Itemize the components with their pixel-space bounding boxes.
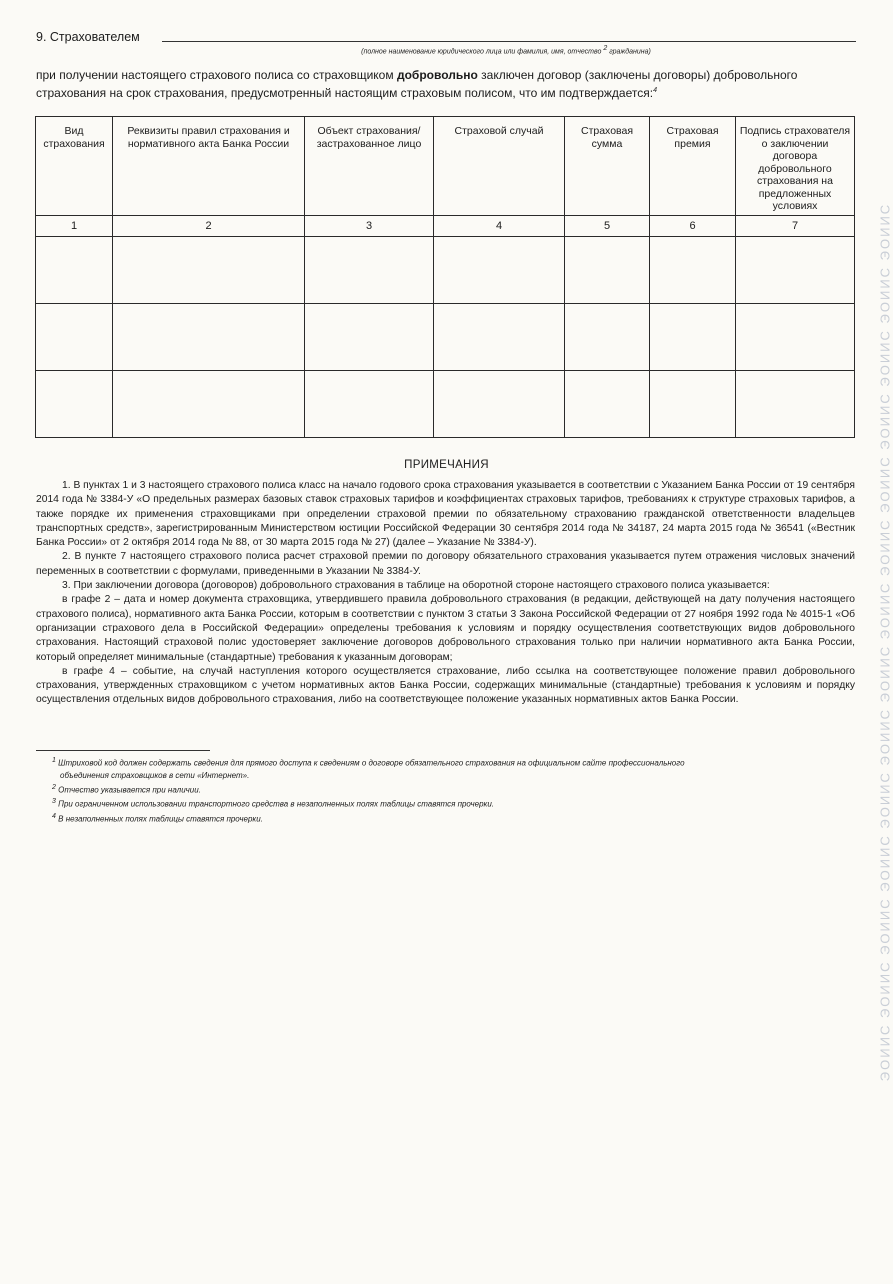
note-paragraph: 3. При заключении договора (договоров) добровольного страхования в таблице на оборотной стороне настоящего страхового полиса указывается: (62, 580, 770, 592)
footnote-2: $^2$ Отчество указывается при наличии. (52, 783, 201, 795)
notes-body (36, 479, 855, 708)
header-sum-insured: Страховая сумма (565, 117, 650, 216)
table-cell[interactable] (305, 304, 434, 371)
watermark-text: ЭОИИС ЭОИИС ЭОИИС ЭОИИС ЭОИИС ЭОИИС ЭОИИС ЭОИИС ЭОИИС ЭОИИС ЭОИИС ЭОИИС ЭОИИС ЭОИИС (877, 202, 893, 1082)
header-insurance-type: Вид страхования (36, 117, 113, 216)
table-cell[interactable] (565, 304, 650, 371)
note-paragraph: в графе 2 – дата и номер документа страховщика, утвердившего правила добровольного страхования (в редакции, действующей на дату получения настоящего страхового полиса), нормативного акта Банка России, которым в соответствии с пунктом 3 статьи 3 Закона Российской Федерации от 27 ноября 1992 года № 4015-1 «Об организации страхового дела в Российской Федерации» определены требования к условиям и порядку осуществления соответствующих видов добровольного страхования. Настоящий страховой полис удостоверяет заключение договоров добровольного страхования только при наличии нормативного акта Банка России, который определяет минимальные (стандартные) требования к указанным договорам; (36, 594, 855, 663)
table-cell[interactable] (434, 304, 565, 371)
table-column-numbers-row (36, 216, 855, 237)
policyholder-name-hint: (полное наименование юридического лица или фамилия, имя, отчество $^2$ гражданина) (361, 45, 651, 56)
note-paragraph: в графе 4 – событие, на случай наступления которого осуществляется страхование, либо ссылка на соответствующее положение правил добровольного страхования, утвержденных страховщиком с учетом нормативных актов Банка России, содержащих минимальные (стандартные) требования к условиям и порядку осуществления отдельных видов добровольного страхования, либо на соответствующее положение указанных нормативных актов Банка России. (36, 665, 855, 706)
table-row (36, 237, 855, 304)
table-cell[interactable] (434, 371, 565, 438)
note-paragraph: 2. В пункте 7 настоящего страхового полиса расчет страховой премии по договору обязательного страхования указывается путем отражения числовых значений переменных в соответствии с формулами, приведенными в Указании № 3384-У. (36, 551, 855, 577)
voluntary-insurance-statement: при получении настоящего страхового полиса со страховщиком добровольно заключен договор (заключены договоры) добровольного страхования на срок страхования, предусмотренный настоящим страховым полисом, что им подтверждается:$^4$ (36, 68, 798, 100)
table-cell[interactable] (36, 371, 113, 438)
table-cell[interactable] (565, 237, 650, 304)
column-number: 2 (113, 216, 305, 237)
table-cell[interactable] (650, 304, 736, 371)
footnote-divider (36, 750, 210, 751)
footnotes (52, 755, 857, 826)
column-number: 1 (36, 216, 113, 237)
header-signature: Подпись страхователя о заключении договора добровольного страхования на предложенных условиях (736, 117, 855, 216)
table-cell[interactable] (434, 237, 565, 304)
section-9-label: 9. Страхователем (36, 30, 140, 44)
table-cell[interactable] (736, 237, 855, 304)
footnote-1-continuation: объединения страховщиков в сети «Интернет». (60, 770, 250, 780)
notes-title: ПРИМЕЧАНИЯ (404, 459, 489, 471)
table-row (36, 304, 855, 371)
table-cell[interactable] (736, 371, 855, 438)
table-cell[interactable] (650, 237, 736, 304)
table-cell[interactable] (305, 237, 434, 304)
footnote-1: $^1$ Штриховой код должен содержать сведения для прямого доступа к сведениям о договоре обязательного страхования на официальном сайте профессионального (52, 757, 685, 768)
column-number: 7 (736, 216, 855, 237)
table-cell[interactable] (736, 304, 855, 371)
column-number: 4 (434, 216, 565, 237)
column-number: 5 (565, 216, 650, 237)
footnote-3: $^3$ При ограниченном использовании транспортного средства в незаполненных полях таблицы ставятся прочерки. (52, 798, 495, 809)
voluntary-insurance-table (35, 116, 855, 438)
header-rules-requisites: Реквизиты правил страхования и нормативного акта Банка России (113, 117, 305, 216)
table-cell[interactable] (113, 237, 305, 304)
table-cell[interactable] (565, 371, 650, 438)
table-header-row (36, 117, 855, 216)
table-cell[interactable] (113, 304, 305, 371)
footnote-4: $^4$ В незаполненных полях таблицы ставятся прочерки. (52, 812, 263, 824)
voluntary-emphasis: добровольно (396, 68, 478, 82)
header-insured-event: Страховой случай (434, 117, 565, 216)
column-number: 3 (305, 216, 434, 237)
column-number: 6 (650, 216, 736, 237)
note-paragraph: 1. В пунктах 1 и 3 настоящего страхового полиса класс на начало годового срока страхования указывается в соответствии с Указанием Банка России от 19 сентября 2014 года № 3384-У «О предельных размерах базовых ставок страховых тарифов и коэффициентах страховых тарифов, требованиях к структуре страховых тарифов, а также порядке их применения страховщиками при определении страховой премии по обязательному страхованию гражданской ответственности владельцев транспортных средств», зарегистрированным Министерством юстиции Российской Федерации 30 сентября 2014 года № 34187, 24 марта 2015 года № 36541 («Вестник Банка России» от 2 октября 2014 года № 88, от 30 марта 2015 года № 27) (далее – Указание № 3384-У). (36, 480, 855, 549)
security-watermark-strip (875, 0, 893, 1284)
table-cell[interactable] (36, 304, 113, 371)
header-insured-object: Объект страхования/ застрахованное лицо (305, 117, 434, 216)
table-cell[interactable] (650, 371, 736, 438)
table-cell[interactable] (305, 371, 434, 438)
header-premium: Страховая премия (650, 117, 736, 216)
table-row (36, 371, 855, 438)
policyholder-name-line[interactable] (162, 41, 856, 42)
section-9-policyholder (36, 30, 856, 58)
table-cell[interactable] (113, 371, 305, 438)
table-cell[interactable] (36, 237, 113, 304)
